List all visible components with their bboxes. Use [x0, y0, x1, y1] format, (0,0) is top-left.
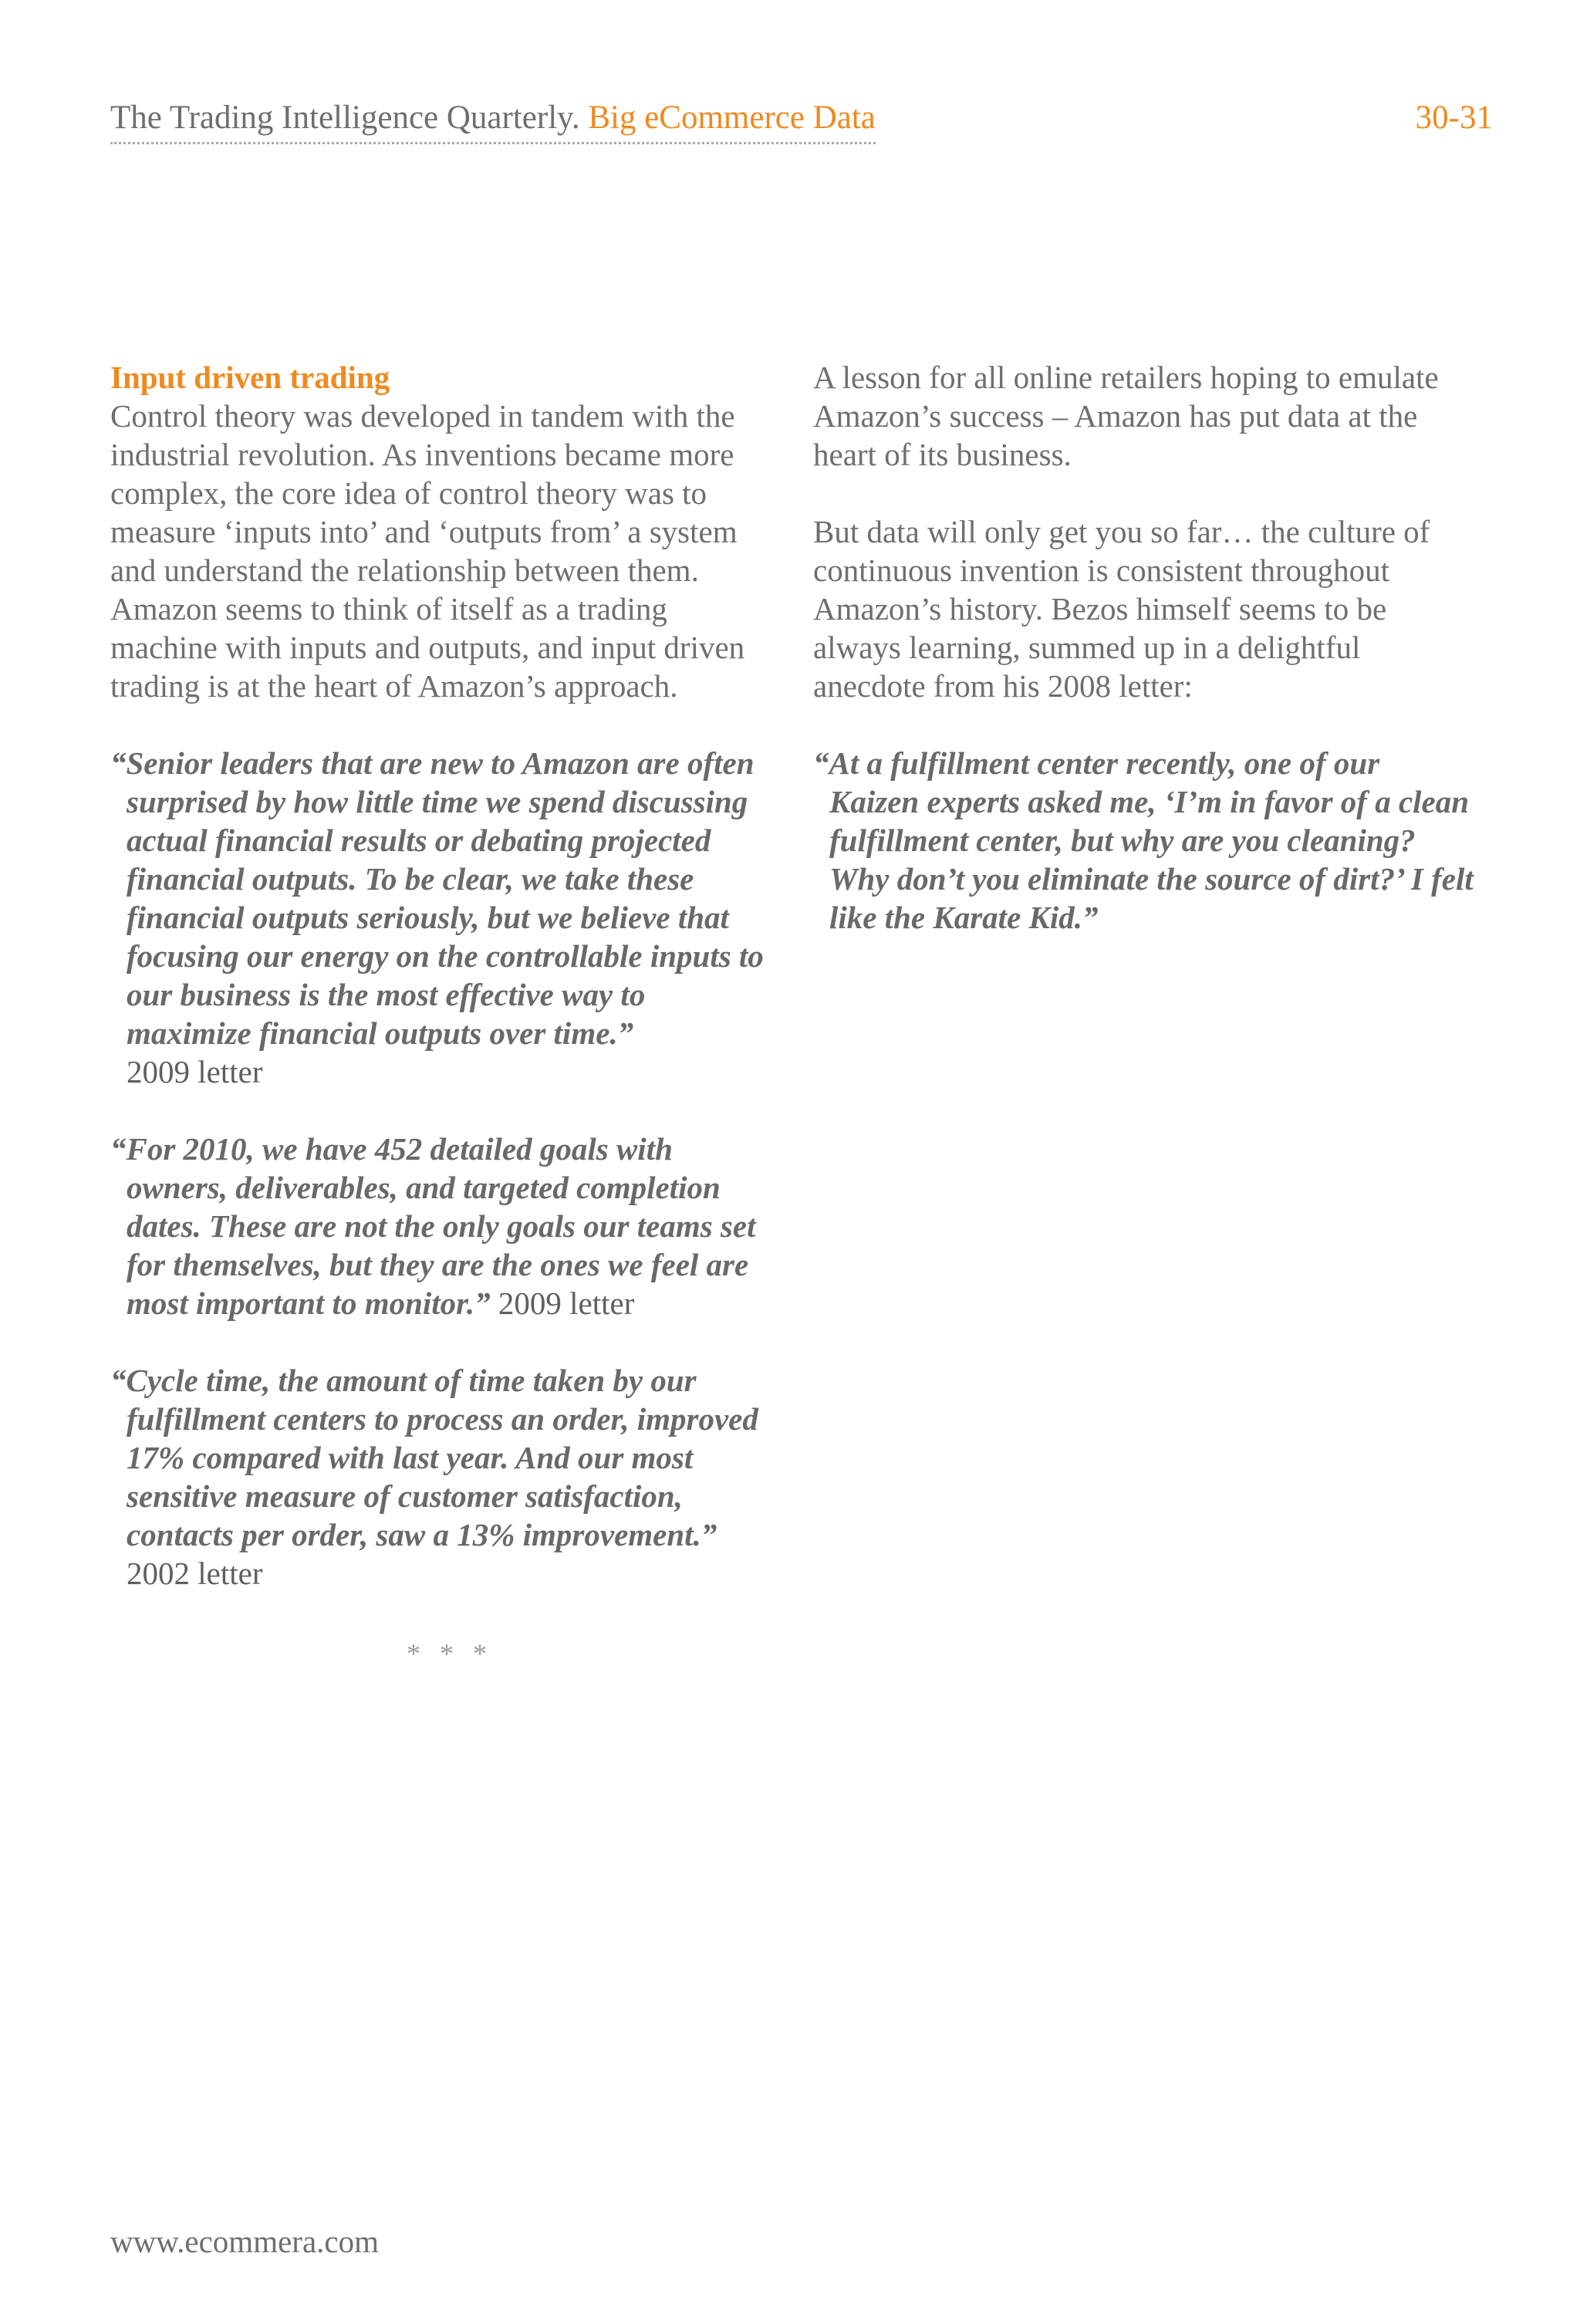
quote-text: “Cycle time, the amount of time taken by our fulfillment centers to process an order, improved 17% compared with last year. And our most sensitive measure of customer satisfaction, contacts per order, saw a 13% improvement.”: [110, 1363, 758, 1552]
footer-url[interactable]: www.ecommera.com: [110, 2224, 379, 2259]
quote-text: “For 2010, we have 452 detailed goals with owners, deliverables, and targeted completion dates. These are not the only goals our teams set for themselves, but they are the ones we feel are most important to monitor.”: [110, 1131, 756, 1321]
quote-source: 2009 letter: [490, 1285, 635, 1321]
page-numbers: 30-31: [1415, 100, 1493, 136]
section-heading: Input driven trading: [110, 360, 390, 395]
page-header: [110, 97, 1493, 144]
quote-karate-kid: [813, 744, 1477, 937]
quote-cycle-time: [110, 1361, 770, 1593]
publication-name: The Trading Intelligence Quarterly.: [110, 100, 589, 136]
lesson-paragraph: A lesson for all online retailers hoping to emulate Amazon’s success – Amazon has put data at the heart of its business.: [813, 360, 1439, 472]
left-column: [110, 358, 770, 1631]
quote-text: “Senior leaders that are new to Amazon are often surprised by how little time we spend discussing actual financial results or debating projected financial outputs. To be clear, we take these financial outputs seriously, but we believe that focusing our energy on the controllable inputs to our business is the most effective way to maximize financial outputs over time.”: [110, 745, 764, 1051]
quote-senior-leaders: [110, 744, 770, 1091]
right-column: [813, 358, 1477, 975]
quote-text: “At a fulfillment center recently, one of our Kaizen experts asked me, ‘I’m in favor of a clean fulfillment center, but why are you cleaning? Why don’t you eliminate the source of dirt?’ I felt like the Karate Kid.”: [813, 745, 1474, 935]
intro-paragraph: Control theory was developed in tandem with the industrial revolution. As inventions became more complex, the core idea of control theory was to measure ‘inputs into’ and ‘outputs from’ a system and understand the relationship between them. Amazon seems to think of itself as a trading machine with inputs and outputs, and input driven trading is at the heart of Amazon’s approach.: [110, 398, 745, 704]
section-separator: * * *: [407, 1638, 493, 1669]
quote-source: 2002 letter: [127, 1556, 263, 1591]
quote-2010-goals: [110, 1130, 770, 1322]
issue-title: Big eCommerce Data: [588, 100, 876, 136]
publication-title: [110, 97, 876, 144]
culture-paragraph: But data will only get you so far… the culture of continuous invention is consistent throughout Amazon’s history. Bezos himself seems to be always learning, summed up in a delightful anecdote from his 2008 letter:: [813, 514, 1430, 704]
quote-source: 2009 letter: [127, 1054, 263, 1089]
